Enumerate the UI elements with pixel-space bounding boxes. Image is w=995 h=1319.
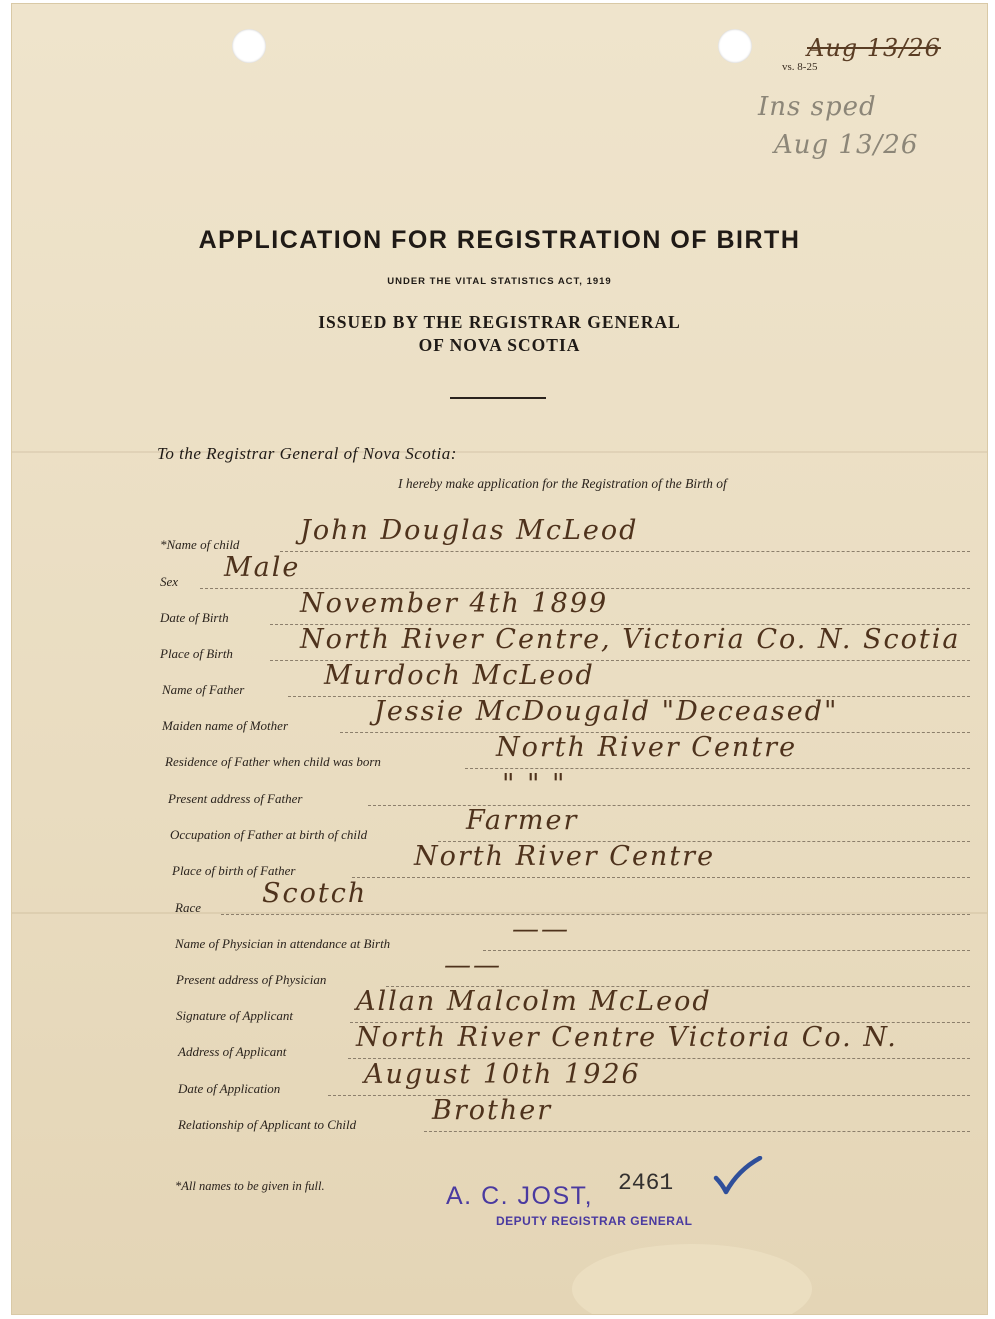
field-label: Race bbox=[175, 900, 201, 915]
issuer-line1: ISSUED BY THE REGISTRAR GENERAL bbox=[318, 312, 681, 332]
field-underline bbox=[483, 950, 970, 951]
field-value-handwritten: August 10th 1926 bbox=[364, 1059, 641, 1090]
form-code: vs. 8-25 bbox=[782, 61, 818, 73]
punch-hole bbox=[232, 29, 266, 63]
registration-number: 2461 bbox=[618, 1170, 674, 1196]
field-label: Place of Birth bbox=[160, 646, 233, 661]
pencil-annotation-line1: Ins sped bbox=[758, 92, 877, 122]
application-form-page bbox=[12, 4, 987, 1314]
addressee-line: To the Registrar General of Nova Scotia: bbox=[157, 444, 457, 463]
field-label: Present address of Father bbox=[168, 791, 303, 806]
field-label: Residence of Father when child was born bbox=[165, 754, 381, 769]
field-label: Occupation of Father at birth of child bbox=[170, 827, 368, 842]
field-value-handwritten: Scotch bbox=[262, 878, 368, 909]
check-mark-icon bbox=[712, 1156, 764, 1198]
field-label: Maiden name of Mother bbox=[162, 718, 289, 733]
field-label: *Name of child bbox=[160, 537, 240, 552]
date-annotation: Aug 13/26 bbox=[807, 34, 941, 62]
field-value-handwritten: Farmer bbox=[466, 805, 579, 836]
field-value-handwritten: John Douglas McLeod bbox=[300, 515, 639, 546]
field-value-handwritten: North River Centre bbox=[496, 732, 798, 763]
pencil-annotation-line2: Aug 13/26 bbox=[774, 130, 919, 160]
field-label: Date of Birth bbox=[160, 610, 229, 625]
field-value-handwritten: Brother bbox=[432, 1095, 553, 1126]
title-divider bbox=[450, 397, 546, 399]
field-value-handwritten: —— bbox=[512, 914, 570, 945]
field-value-handwritten: " " " bbox=[502, 769, 567, 800]
field-label: Relationship of Applicant to Child bbox=[178, 1117, 357, 1132]
field-label: Address of Applicant bbox=[178, 1044, 287, 1059]
field-label: Name of Physician in attendance at Birth bbox=[175, 936, 391, 951]
issuer-line2: OF NOVA SCOTIA bbox=[418, 335, 581, 355]
field-label: Place of birth of Father bbox=[172, 863, 296, 878]
field-value-handwritten: Allan Malcolm McLeod bbox=[356, 986, 712, 1017]
field-label: Signature of Applicant bbox=[176, 1008, 293, 1023]
field-underline bbox=[368, 805, 970, 806]
field-value-handwritten: Male bbox=[224, 552, 301, 583]
paper-stain bbox=[572, 1244, 812, 1314]
field-label: Name of Father bbox=[162, 682, 245, 697]
field-value-handwritten: North River Centre bbox=[414, 841, 716, 872]
field-underline bbox=[221, 914, 970, 915]
registrar-stamp-name: A. C. JOST, bbox=[446, 1182, 594, 1210]
punch-hole bbox=[718, 29, 752, 63]
field-label: Present address of Physician bbox=[176, 972, 327, 987]
field-value-handwritten: —— bbox=[444, 950, 502, 981]
field-underline bbox=[280, 551, 970, 552]
footnote: *All names to be given in full. bbox=[175, 1179, 325, 1193]
field-value-handwritten: November 4th 1899 bbox=[300, 588, 609, 619]
document-subtitle: UNDER THE VITAL STATISTICS ACT, 1919 bbox=[387, 276, 612, 287]
field-underline bbox=[424, 1131, 970, 1132]
field-value-handwritten: North River Centre, Victoria Co. N. Scotia bbox=[300, 624, 961, 655]
field-value-handwritten: North River Centre Victoria Co. N. bbox=[356, 1022, 898, 1053]
document-title: APPLICATION FOR REGISTRATION OF BIRTH bbox=[198, 226, 801, 254]
intro-line: I hereby make application for the Registration of the Birth of bbox=[398, 476, 727, 491]
field-underline bbox=[352, 877, 970, 878]
registrar-stamp-title: DEPUTY REGISTRAR GENERAL bbox=[496, 1214, 693, 1228]
field-label: Sex bbox=[160, 574, 179, 589]
field-label: Date of Application bbox=[178, 1081, 281, 1096]
field-underline bbox=[328, 1095, 970, 1096]
field-value-handwritten: Jessie McDougald "Deceased" bbox=[374, 696, 839, 727]
field-value-handwritten: Murdoch McLeod bbox=[324, 660, 595, 691]
